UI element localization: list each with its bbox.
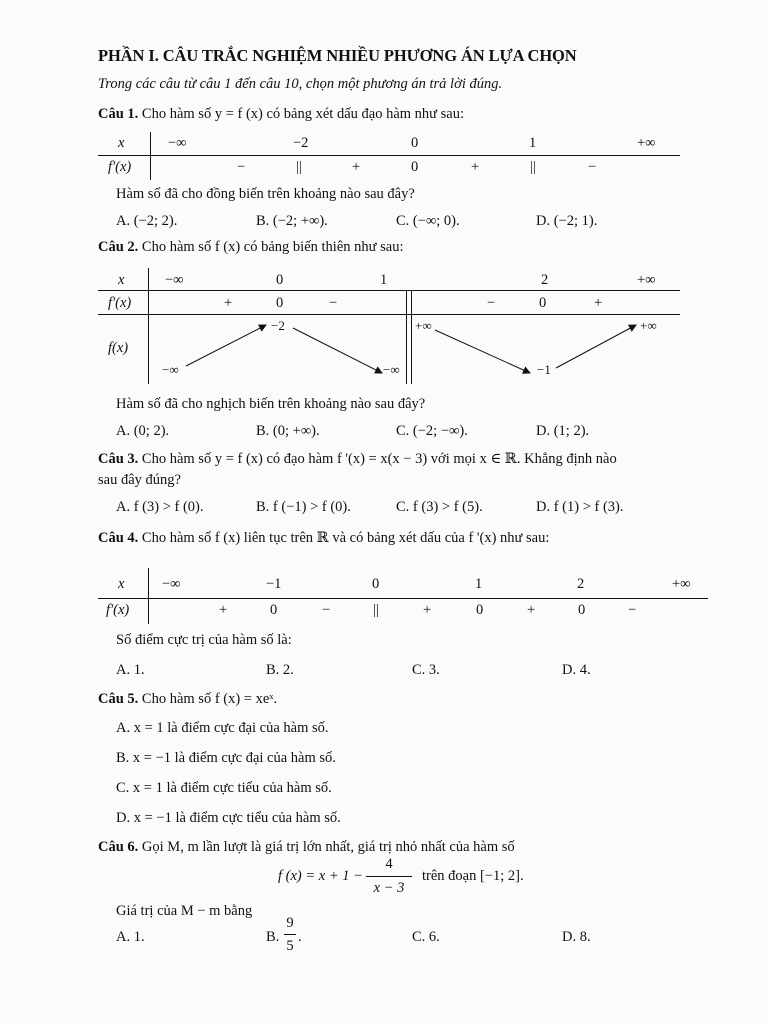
option-b: B. (0; +∞). [256, 423, 320, 439]
option-d: D. (1; 2). [536, 423, 590, 439]
question-6-text: Gọi M, m lần lượt là giá trị lớn nhất, giá trị nhỏ nhất của hàm số [141, 839, 515, 855]
x-value: −∞ [162, 576, 181, 592]
option-a: A. 1. [116, 929, 145, 945]
sign-cell: + [527, 602, 536, 618]
sign-cell: + [219, 602, 228, 618]
section-title: PHẦN I. CÂU TRẮC NGHIỆM NHIỀU PHƯƠNG ÁN LỰA CHỌN [98, 46, 577, 65]
question-4-heading [98, 530, 549, 547]
question-5-label: Câu 5. [98, 691, 139, 707]
question-4-prompt: Số điểm cực trị của hàm số là: [116, 632, 292, 648]
question-3-text-cont: sau đây đúng? [98, 472, 181, 488]
question-6-label: Câu 6. [98, 839, 139, 855]
f-value: −1 [537, 362, 551, 377]
sign-cell: − [487, 295, 496, 311]
row-head-x: x [118, 135, 125, 151]
table-divider [98, 598, 708, 599]
formula-denominator: x − 3 [373, 880, 405, 896]
option-b-numerator: 9 [286, 915, 294, 931]
option-b: B. f (−1) > f (0). [256, 499, 351, 515]
x-value: +∞ [637, 135, 656, 151]
sign-cell: − [588, 159, 597, 175]
question-2-text: Cho hàm số f (x) có bảng biến thiên như sau: [141, 239, 404, 255]
option-c: C. 3. [412, 662, 440, 678]
x-value: +∞ [672, 576, 691, 592]
option-a: A. x = 1 là điểm cực đại của hàm số. [116, 720, 329, 736]
x-value: 2 [541, 272, 549, 288]
question-5-heading [98, 691, 277, 708]
question-1-prompt: Hàm số đã cho đồng biến trên khoảng nào sau đây? [116, 186, 415, 202]
x-value: 2 [577, 576, 585, 592]
question-1-label: Câu 1. [98, 106, 139, 122]
question-3-label: Câu 3. [98, 451, 139, 467]
table-column-divider [148, 568, 149, 624]
x-value: −∞ [165, 272, 184, 288]
increasing-arrow [556, 325, 636, 368]
formula-fraction-bar [366, 876, 412, 877]
option-c: C. f (3) > f (5). [396, 499, 483, 515]
option-b-fraction-bar [284, 934, 296, 935]
sign-cell: + [423, 602, 432, 618]
option-c: C. (−2; −∞). [396, 423, 468, 439]
sign-cell: 0 [411, 159, 419, 175]
increasing-arrow [186, 325, 266, 366]
sign-cell: − [628, 602, 637, 618]
row-head-fprime: f'(x) [106, 602, 130, 618]
option-d: D. 8. [562, 929, 591, 945]
f-value: −∞ [162, 362, 179, 377]
f-value: +∞ [640, 318, 657, 333]
question-6-heading [98, 839, 515, 856]
question-3-text: Cho hàm số y = f (x) có đạo hàm f '(x) = x(x − 3) với mọi x ∈ ℝ. Khẳng định nào [141, 451, 617, 467]
formula-numerator: 4 [385, 856, 393, 872]
formula-left: f (x) = x + 1 − [278, 868, 363, 884]
option-b-denominator: 5 [286, 938, 294, 954]
sign-cell: 0 [270, 602, 278, 618]
decreasing-arrow [435, 330, 530, 373]
option-b: B. (−2; +∞). [256, 213, 328, 229]
x-value: 1 [475, 576, 483, 592]
option-c: C. 6. [412, 929, 440, 945]
question-2-label: Câu 2. [98, 239, 139, 255]
option-a: A. 1. [116, 662, 145, 678]
formula-right: trên đoạn [−1; 2]. [422, 868, 524, 884]
sign-cell: + [224, 295, 233, 311]
x-value: −1 [266, 576, 282, 592]
option-b-tail: . [298, 929, 302, 945]
row-head-x: x [118, 576, 125, 592]
sign-cell: + [471, 159, 480, 175]
decreasing-arrow [293, 328, 382, 373]
f-value: −∞ [383, 362, 400, 377]
sign-cell: 0 [276, 295, 284, 311]
option-c: C. (−∞; 0). [396, 213, 460, 229]
question-3-heading [98, 451, 617, 468]
f-value: −2 [271, 318, 285, 333]
x-value: 0 [276, 272, 284, 288]
row-head-fprime: f'(x) [108, 159, 132, 175]
row-head-f: f(x) [108, 340, 129, 356]
x-value: −∞ [168, 135, 187, 151]
sign-cell: − [322, 602, 331, 618]
row-head-x: x [118, 272, 125, 288]
question-4-label: Câu 4. [98, 530, 139, 546]
option-b: B. x = −1 là điểm cực đại của hàm số. [116, 750, 336, 766]
option-a: A. f (3) > f (0). [116, 499, 204, 515]
sign-cell: || [530, 159, 536, 175]
question-4-text: Cho hàm số f (x) liên tục trên ℝ và có bảng xét dấu của f '(x) như sau: [141, 530, 550, 546]
question-6-prompt: Giá trị của M − m bằng [116, 903, 253, 919]
question-5-text: Cho hàm số f (x) = xeˣ. [141, 691, 278, 707]
x-value: 0 [411, 135, 419, 151]
option-a: A. (−2; 2). [116, 213, 178, 229]
sign-cell: + [352, 159, 361, 175]
option-c: C. x = 1 là điểm cực tiểu của hàm số. [116, 780, 332, 796]
sign-cell: − [237, 159, 246, 175]
f-value: +∞ [415, 318, 432, 333]
option-d: D. (−2; 1). [536, 213, 598, 229]
row-head-fprime: f'(x) [108, 295, 132, 311]
question-1-text: Cho hàm số y = f (x) có bảng xét dấu đạo hàm như sau: [141, 106, 465, 122]
option-d: D. 4. [562, 662, 591, 678]
x-value: 1 [529, 135, 537, 151]
option-b: B. 2. [266, 662, 294, 678]
sign-cell: − [329, 295, 338, 311]
x-value: +∞ [637, 272, 656, 288]
sign-cell: + [594, 295, 603, 311]
sign-cell: 0 [539, 295, 547, 311]
sign-cell: 0 [476, 602, 484, 618]
option-b: B. [266, 929, 280, 945]
x-value: 1 [380, 272, 388, 288]
option-a: A. (0; 2). [116, 423, 170, 439]
x-value: 0 [372, 576, 380, 592]
option-d: D. x = −1 là điểm cực tiểu của hàm số. [116, 810, 341, 826]
sign-cell: 0 [578, 602, 586, 618]
instruction-text: Trong các câu từ câu 1 đến câu 10, chọn một phương án trả lời đúng. [98, 76, 503, 92]
x-value: −2 [293, 135, 309, 151]
sign-cell: || [373, 602, 379, 618]
option-d: D. f (1) > f (3). [536, 499, 624, 515]
question-2-prompt: Hàm số đã cho nghịch biến trên khoảng nào sau đây? [116, 396, 426, 412]
variation-arrows [0, 0, 768, 400]
sign-cell: || [296, 159, 302, 175]
